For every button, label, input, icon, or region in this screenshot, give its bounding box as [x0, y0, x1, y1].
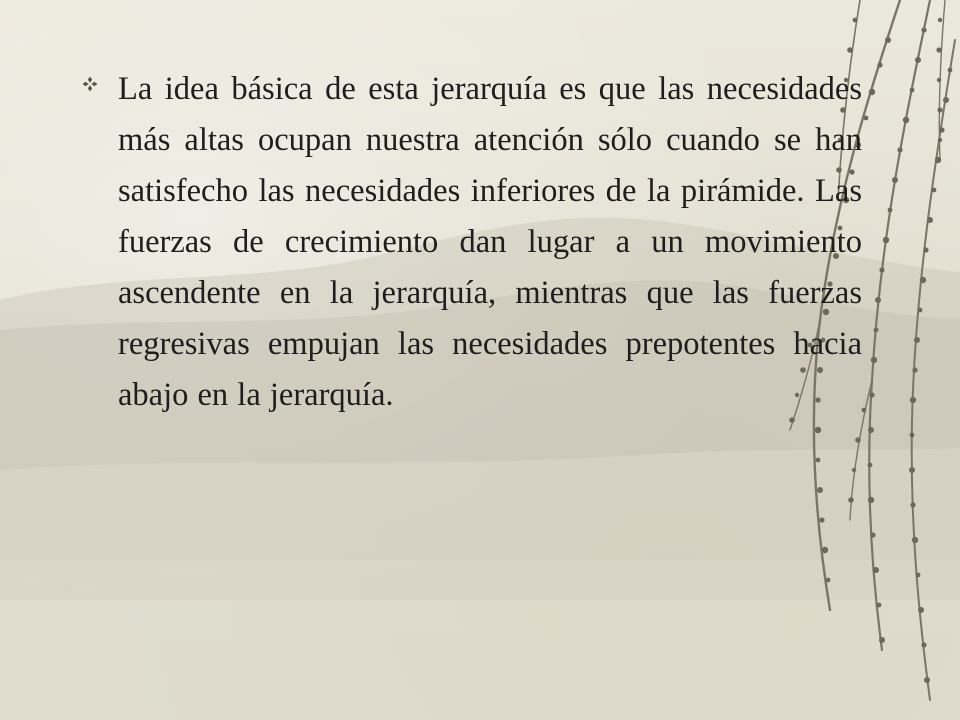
- bullet-item: [82, 64, 862, 421]
- bullet-list: [82, 64, 862, 421]
- bullet-text: La idea básica de esta jerarquía es que las necesidades más altas ocupan nuestra atención sólo cuando se han satisfecho las necesidades inferiores de la pirámide. Las fuerzas de crecimiento dan lugar a un movimiento ascendente en la jerarquía, mientras que las fuerzas regresivas empujan las necesidades prepotentes hacia abajo en la jerarquía.: [118, 71, 862, 413]
- four-diamond-bullet-icon: [82, 76, 98, 92]
